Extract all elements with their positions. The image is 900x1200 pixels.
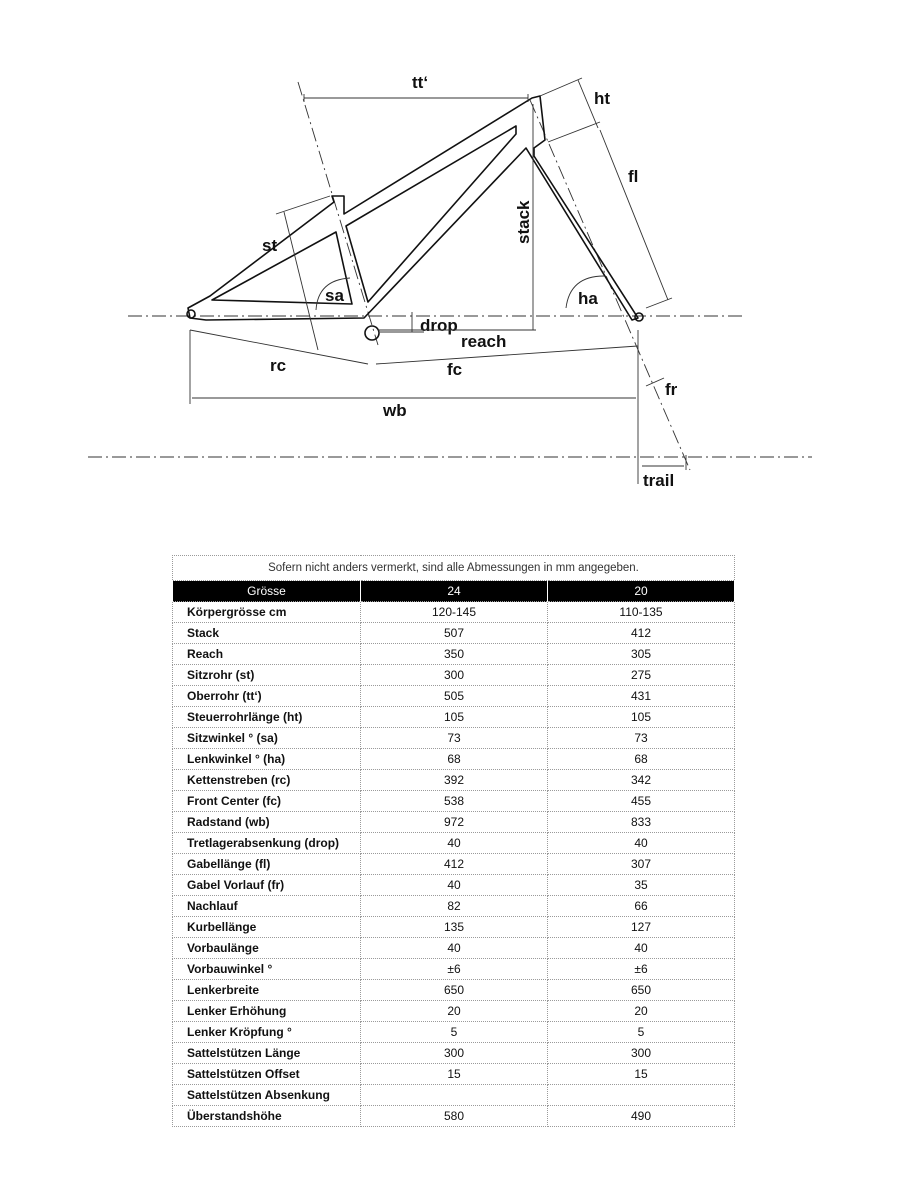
header-size-24: 24: [361, 581, 548, 602]
table-note: Sofern nicht anders vermerkt, sind alle Abmessungen in mm angegeben.: [173, 556, 735, 581]
row-value: 135: [361, 917, 548, 938]
label-tt: tt‘: [412, 73, 429, 92]
row-label: Lenker Kröpfung °: [173, 1022, 361, 1043]
row-value: 105: [548, 707, 735, 728]
table-row: [173, 833, 735, 854]
label-ht: ht: [594, 89, 611, 108]
row-value: 40: [361, 833, 548, 854]
row-value: 40: [361, 938, 548, 959]
table-header-row: [173, 581, 735, 602]
label-reach: reach: [461, 332, 507, 351]
row-label: Steuerrohrlänge (ht): [173, 707, 361, 728]
table-row: [173, 980, 735, 1001]
row-value: [361, 1085, 548, 1106]
table-row: [173, 1085, 735, 1106]
row-value: 833: [548, 812, 735, 833]
row-value: 82: [361, 896, 548, 917]
row-label: Körpergrösse cm: [173, 602, 361, 623]
row-label: Vorbaulänge: [173, 938, 361, 959]
row-value: ±6: [361, 959, 548, 980]
row-value: 73: [548, 728, 735, 749]
table-row: [173, 1001, 735, 1022]
row-value: 412: [548, 623, 735, 644]
row-value: 127: [548, 917, 735, 938]
label-drop: drop: [420, 316, 458, 335]
row-value: 412: [361, 854, 548, 875]
row-value: 392: [361, 770, 548, 791]
row-label: Tretlagerabsenkung (drop): [173, 833, 361, 854]
row-label: Sattelstützen Länge: [173, 1043, 361, 1064]
row-value: 5: [361, 1022, 548, 1043]
row-value: [548, 1085, 735, 1106]
table-row: [173, 875, 735, 896]
row-value: 580: [361, 1106, 548, 1127]
row-value: 275: [548, 665, 735, 686]
row-value: 455: [548, 791, 735, 812]
label-fl: fl: [628, 167, 639, 186]
row-label: Oberrohr (tt‘): [173, 686, 361, 707]
row-value: 507: [361, 623, 548, 644]
row-label: Überstandshöhe: [173, 1106, 361, 1127]
label-ha: ha: [578, 289, 598, 308]
row-value: 490: [548, 1106, 735, 1127]
table-row: [173, 1043, 735, 1064]
bike-geometry-diagram: [0, 0, 900, 520]
table-row: [173, 665, 735, 686]
row-value: 20: [548, 1001, 735, 1022]
row-label: Front Center (fc): [173, 791, 361, 812]
table-row: [173, 602, 735, 623]
table-row: [173, 812, 735, 833]
label-wb: wb: [383, 401, 407, 420]
row-value: 431: [548, 686, 735, 707]
bike-frame: [187, 96, 643, 340]
row-value: ±6: [548, 959, 735, 980]
rear-axle: [187, 310, 195, 318]
table-row: [173, 1106, 735, 1127]
row-label: Sitzwinkel ° (sa): [173, 728, 361, 749]
row-value: 120-145: [361, 602, 548, 623]
table-row: [173, 1064, 735, 1085]
label-fr: fr: [665, 380, 678, 399]
row-label: Stack: [173, 623, 361, 644]
row-label: Vorbauwinkel °: [173, 959, 361, 980]
row-value: 305: [548, 644, 735, 665]
table-row: [173, 959, 735, 980]
table-row: [173, 770, 735, 791]
front-axle: [635, 313, 643, 321]
row-value: 505: [361, 686, 548, 707]
table-row: [173, 1022, 735, 1043]
table-note-row: [173, 556, 735, 581]
row-value: 68: [361, 749, 548, 770]
row-value: 650: [548, 980, 735, 1001]
row-value: 20: [361, 1001, 548, 1022]
row-label: Reach: [173, 644, 361, 665]
row-label: Nachlauf: [173, 896, 361, 917]
label-stack: stack: [514, 200, 533, 244]
header-size-20: 20: [548, 581, 735, 602]
row-value: 35: [548, 875, 735, 896]
row-value: 300: [361, 665, 548, 686]
row-value: 68: [548, 749, 735, 770]
row-value: 538: [361, 791, 548, 812]
row-value: 650: [361, 980, 548, 1001]
label-sa: sa: [325, 286, 344, 305]
table-row: [173, 854, 735, 875]
row-value: 300: [361, 1043, 548, 1064]
label-trail: trail: [643, 471, 675, 490]
row-value: 73: [361, 728, 548, 749]
table-row: [173, 728, 735, 749]
row-label: Lenker Erhöhung: [173, 1001, 361, 1022]
row-label: Kettenstreben (rc): [173, 770, 361, 791]
row-value: 307: [548, 854, 735, 875]
table-row: [173, 917, 735, 938]
row-value: 300: [548, 1043, 735, 1064]
row-value: 66: [548, 896, 735, 917]
table-row: [173, 938, 735, 959]
row-label: Kurbellänge: [173, 917, 361, 938]
table-row: [173, 749, 735, 770]
geometry-table: [172, 555, 735, 1127]
table-row: [173, 644, 735, 665]
row-label: Lenkwinkel ° (ha): [173, 749, 361, 770]
row-value: 40: [548, 833, 735, 854]
row-value: 342: [548, 770, 735, 791]
row-value: 350: [361, 644, 548, 665]
table-row: [173, 686, 735, 707]
table-row: [173, 896, 735, 917]
row-value: 40: [361, 875, 548, 896]
table-row: [173, 791, 735, 812]
row-label: Radstand (wb): [173, 812, 361, 833]
geometry-table-body: [173, 556, 735, 1127]
row-value: 110-135: [548, 602, 735, 623]
row-label: Sattelstützen Absenkung: [173, 1085, 361, 1106]
header-size-label: Grösse: [173, 581, 361, 602]
row-label: Sitzrohr (st): [173, 665, 361, 686]
row-label: Gabel Vorlauf (fr): [173, 875, 361, 896]
row-label: Lenkerbreite: [173, 980, 361, 1001]
row-value: 15: [548, 1064, 735, 1085]
row-label: Gabellänge (fl): [173, 854, 361, 875]
row-value: 972: [361, 812, 548, 833]
label-rc: rc: [270, 356, 287, 375]
table-row: [173, 623, 735, 644]
table-row: [173, 707, 735, 728]
row-label: Sattelstützen Offset: [173, 1064, 361, 1085]
row-value: 15: [361, 1064, 548, 1085]
row-value: 5: [548, 1022, 735, 1043]
row-value: 105: [361, 707, 548, 728]
row-value: 40: [548, 938, 735, 959]
bottom-bracket: [365, 326, 379, 340]
label-fc: fc: [447, 360, 463, 379]
label-st: st: [262, 236, 278, 255]
